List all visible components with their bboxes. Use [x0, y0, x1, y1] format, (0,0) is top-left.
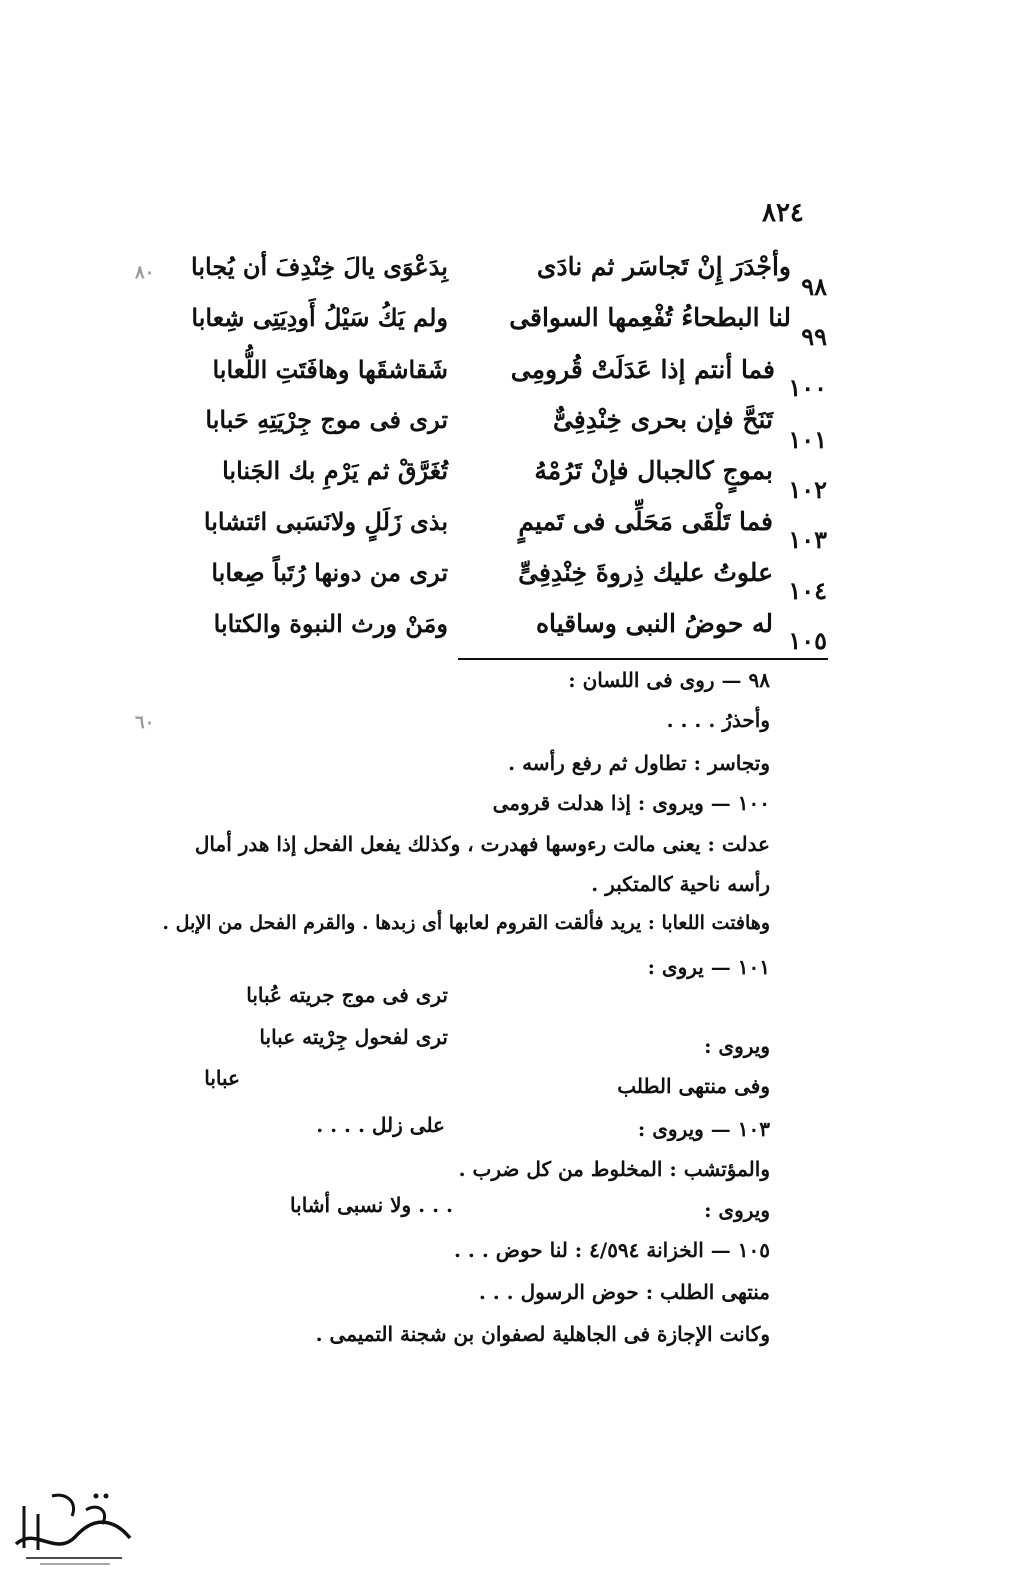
verse-number: ١٠١: [788, 425, 827, 454]
verse-number: ١٠٥: [788, 626, 827, 655]
verse-first-hemistich: بموجٍ كالجبال فإنْ تَرُمْهُ: [534, 456, 773, 485]
margin-mark: ٦٠: [135, 712, 155, 733]
verse-first-hemistich: تَنَحَّ فإن بحرى خِنْدِفِىٌّ: [552, 405, 773, 434]
footnote-line: ١٠٣ — ويروى :: [637, 1117, 770, 1141]
footnote-variant: عبابا: [204, 1066, 240, 1090]
verse-second-hemistich: بذى زَلَلٍ ولانَسَبى ائتشابا: [203, 507, 448, 536]
footnote-variant: . . . ولا نسبى أشابا: [290, 1193, 453, 1217]
margin-mark: ٨٠: [135, 262, 155, 283]
verse-second-hemistich: ترى من دونها رُتَباً صِعابا: [211, 558, 448, 587]
footnote-line: ٩٨ — روى فى اللسان :: [568, 668, 770, 692]
verse-number: ١٠٤: [788, 576, 827, 605]
verse-number: ١٠٠: [788, 373, 827, 402]
footnote-line: وكانت الإجازة فى الجاهلية لصفوان بن شجنة التميمى .: [315, 1322, 770, 1346]
verse-number: ١٠٢: [788, 475, 827, 504]
footnote-line: ويروى :: [704, 1198, 770, 1222]
verse-second-hemistich: ولم يَكُ سَيْلُ أَودِيَتِى شِعابا: [191, 303, 448, 332]
footnote-line: ويروى :: [704, 1034, 770, 1058]
footnote-line: ١٠١ — يروى :: [647, 955, 770, 979]
verse-number: ٩٨: [801, 272, 827, 301]
footnote-separator: [458, 658, 828, 660]
footnote-line: منتهى الطلب : حوض الرسول . . .: [478, 1280, 770, 1304]
page-number: ٨٢٤: [762, 198, 804, 228]
footnote-line: وأحذرُ . . . .: [666, 708, 770, 732]
verse-second-hemistich: تُغَرَّقْ ثم يَرْمِ بك الجَنابا: [222, 456, 448, 485]
footnote-line: وتجاسر : تطاول ثم رفع رأسه .: [508, 751, 770, 775]
verse-first-hemistich: علوتُ عليك ذِروةَ خِنْدِفِىٍّ: [518, 558, 773, 587]
footnote-variant: ترى فى موج جريته عُبابا: [246, 983, 448, 1007]
footnote-variant: على زلل . . . .: [316, 1113, 445, 1137]
footnote-line: وهافتت اللعابا : يريد فألقت القروم لعابها أى زبدها . والقرم الفحل من الإبل .: [162, 912, 770, 934]
footnote-line: ١٠٥ — الخزانة ٤/٥٩٤ : لنا حوض . . .: [453, 1238, 770, 1262]
verse-second-hemistich: ترى فى موج جِرْيَتِهِ حَبابا: [205, 405, 448, 434]
verse-first-hemistich: لنا البطحاءُ تُفْعِمها السواقى: [509, 303, 791, 332]
verse-first-hemistich: فما تَلْقَى مَحَلِّى فى تَميمٍ: [518, 507, 773, 536]
verse-first-hemistich: وأجْدَرَ إِنْ تَجاسَر ثم نادَى: [536, 252, 791, 281]
verse-number: ٩٩: [801, 322, 827, 351]
library-logo: [6, 1466, 138, 1576]
footnote-line: عدلت : يعنى مالت رءوسها فهدرت ، وكذلك يفعل الفحل إذا هدر أمال: [194, 832, 770, 856]
verse-second-hemistich: شَقاشقَها وهافَتَتِ اللُّعابا: [212, 355, 448, 384]
footnote-variant: ترى لفحول جِرْيته عبابا: [259, 1025, 448, 1049]
verse-second-hemistich: بِدَعْوَى يالَ خِنْدِفَ أن يُجابا: [191, 252, 448, 281]
verse-number: ١٠٣: [788, 525, 827, 554]
verse-first-hemistich: فما أنتم إذا عَدَلَتْ قُرومِى: [510, 355, 775, 384]
footnote-line: والمؤتشب : المخلوط من كل ضرب .: [458, 1157, 770, 1181]
verse-second-hemistich: ومَنْ ورث النبوة والكتابا: [213, 609, 448, 638]
verse-first-hemistich: له حوضُ النبى وساقياه: [535, 609, 773, 638]
footnote-line: رأسه ناحية كالمتكبر .: [591, 872, 770, 896]
footnote-line: وفى منتهى الطلب: [617, 1074, 770, 1098]
footnote-line: ١٠٠ — ويروى : إذا هدلت قرومى: [492, 791, 770, 815]
